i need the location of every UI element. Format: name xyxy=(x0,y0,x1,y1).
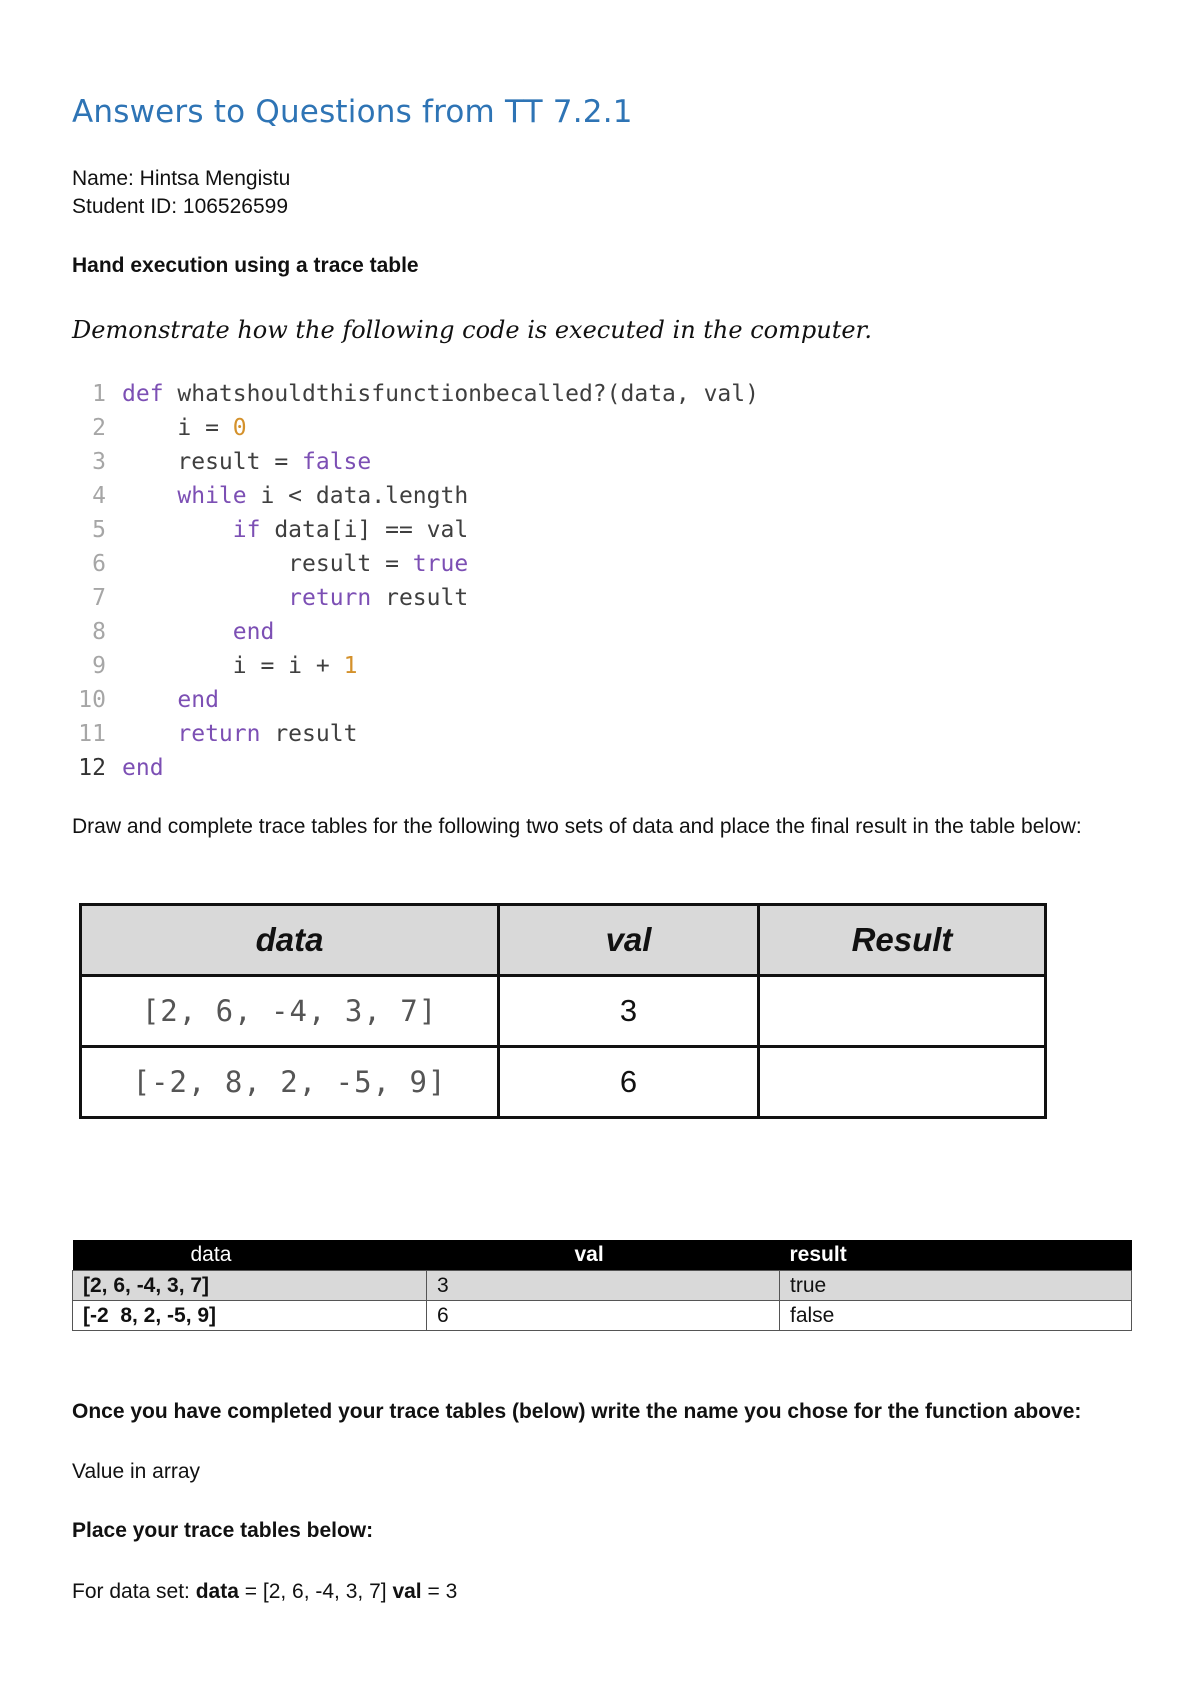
cell-result: false xyxy=(780,1301,1132,1331)
trace-heading: Place your trace tables below: xyxy=(72,1519,374,1542)
code-line xyxy=(76,513,759,547)
question-table-header xyxy=(81,905,1046,976)
code-token: i = xyxy=(177,415,233,441)
answer-table-header xyxy=(73,1240,1132,1271)
code-indent xyxy=(122,415,177,441)
cell-data: [-2 8, 2, -5, 9] xyxy=(73,1301,427,1331)
code-line xyxy=(76,683,759,717)
code-indent xyxy=(122,517,233,543)
line-number: 10 xyxy=(78,687,106,713)
code-token: end xyxy=(177,687,219,713)
code-token: i < data.length xyxy=(246,483,469,509)
cell-val: 3 xyxy=(427,1271,780,1301)
code-indent xyxy=(122,653,233,679)
code-indent xyxy=(122,483,177,509)
code-line xyxy=(76,581,759,615)
cell-data: [-2, 8, 2, -5, 9] xyxy=(81,1047,499,1118)
section-heading: Hand execution using a trace table xyxy=(72,254,419,277)
cell-data: [2, 6, -4, 3, 7] xyxy=(73,1271,427,1301)
line-number: 8 xyxy=(92,619,106,645)
code-line xyxy=(76,649,759,683)
data-set-val-value: = 3 xyxy=(421,1580,458,1603)
function-name-answer: Value in array xyxy=(72,1460,201,1483)
code-line xyxy=(76,377,759,411)
code-line xyxy=(76,547,759,581)
code-token: return xyxy=(177,721,261,747)
line-number: 5 xyxy=(92,517,106,543)
table-row xyxy=(81,1047,1046,1118)
cell-val: 6 xyxy=(427,1301,780,1331)
code-token: if xyxy=(232,517,261,543)
header-val: val xyxy=(427,1240,780,1271)
code-token: 0 xyxy=(232,415,247,441)
line-number: 1 xyxy=(92,381,106,407)
line-number: 2 xyxy=(92,415,106,441)
code-token: false xyxy=(302,449,372,475)
code-indent xyxy=(122,585,288,611)
data-set-val-label: val xyxy=(392,1580,422,1603)
table-row xyxy=(73,1301,1132,1331)
cell-val: 3 xyxy=(499,976,759,1047)
line-number: 6 xyxy=(92,551,106,577)
cell-result xyxy=(759,976,1046,1047)
instructions-text: Draw and complete trace tables for the following two sets of data and place the final result in the table below: xyxy=(72,815,1082,838)
header-data: data xyxy=(73,1240,427,1271)
cell-result: true xyxy=(780,1271,1132,1301)
question-table xyxy=(79,903,1047,1119)
code-indent xyxy=(122,449,177,475)
cell-val: 6 xyxy=(499,1047,759,1118)
data-set-prefix: For data set: xyxy=(72,1580,196,1603)
code-token: true xyxy=(412,551,469,577)
code-indent xyxy=(122,551,288,577)
answer-table xyxy=(72,1240,1132,1331)
data-set-data-value: = [2, 6, -4, 3, 7] xyxy=(238,1580,393,1603)
header-data: data xyxy=(81,905,499,976)
page-title: Answers to Questions from TT 7.2.1 xyxy=(72,94,633,130)
student-id: Student ID: 106526599 xyxy=(72,195,289,218)
code-token: result = xyxy=(177,449,303,475)
student-name: Name: Hintsa Mengistu xyxy=(72,167,291,190)
line-number: 7 xyxy=(92,585,106,611)
code-token: end xyxy=(122,755,164,781)
code-line xyxy=(76,751,759,785)
code-token: result xyxy=(260,721,358,747)
code-indent xyxy=(122,721,177,747)
code-line xyxy=(76,445,759,479)
table-row xyxy=(81,976,1046,1047)
header-result: result xyxy=(780,1240,1132,1271)
code-token: whatshouldthisfunctionbecalled?(data, val) xyxy=(163,381,759,407)
code-token: result = xyxy=(288,551,413,577)
code-indent xyxy=(122,687,177,713)
function-name-prompt: Once you have completed your trace tables (below) write the name you chose for the function above: xyxy=(72,1400,1082,1423)
code-token: end xyxy=(232,619,275,645)
code-block xyxy=(76,377,759,785)
intro-text: Demonstrate how the following code is executed in the computer. xyxy=(72,316,873,344)
line-number: 11 xyxy=(78,721,106,747)
code-token: i = i + xyxy=(232,653,344,679)
header-result: Result xyxy=(759,905,1046,976)
code-token: return xyxy=(288,585,372,611)
code-line xyxy=(76,411,759,445)
code-token: def xyxy=(122,381,164,407)
cell-data: [2, 6, -4, 3, 7] xyxy=(81,976,499,1047)
data-set-line xyxy=(72,1580,457,1604)
data-set-data-label: data xyxy=(195,1580,239,1603)
code-token: result xyxy=(371,585,469,611)
code-line xyxy=(76,717,759,751)
cell-result xyxy=(759,1047,1046,1118)
code-line xyxy=(76,479,759,513)
code-token: data[i] == val xyxy=(260,517,469,543)
line-number: 4 xyxy=(92,483,106,509)
header-val: val xyxy=(499,905,759,976)
line-number: 9 xyxy=(92,653,106,679)
code-token: 1 xyxy=(343,653,358,679)
line-number: 3 xyxy=(92,449,106,475)
code-token: while xyxy=(177,483,247,509)
table-row xyxy=(73,1271,1132,1301)
code-indent xyxy=(122,619,233,645)
line-number: 12 xyxy=(78,755,106,781)
code-line xyxy=(76,615,759,649)
